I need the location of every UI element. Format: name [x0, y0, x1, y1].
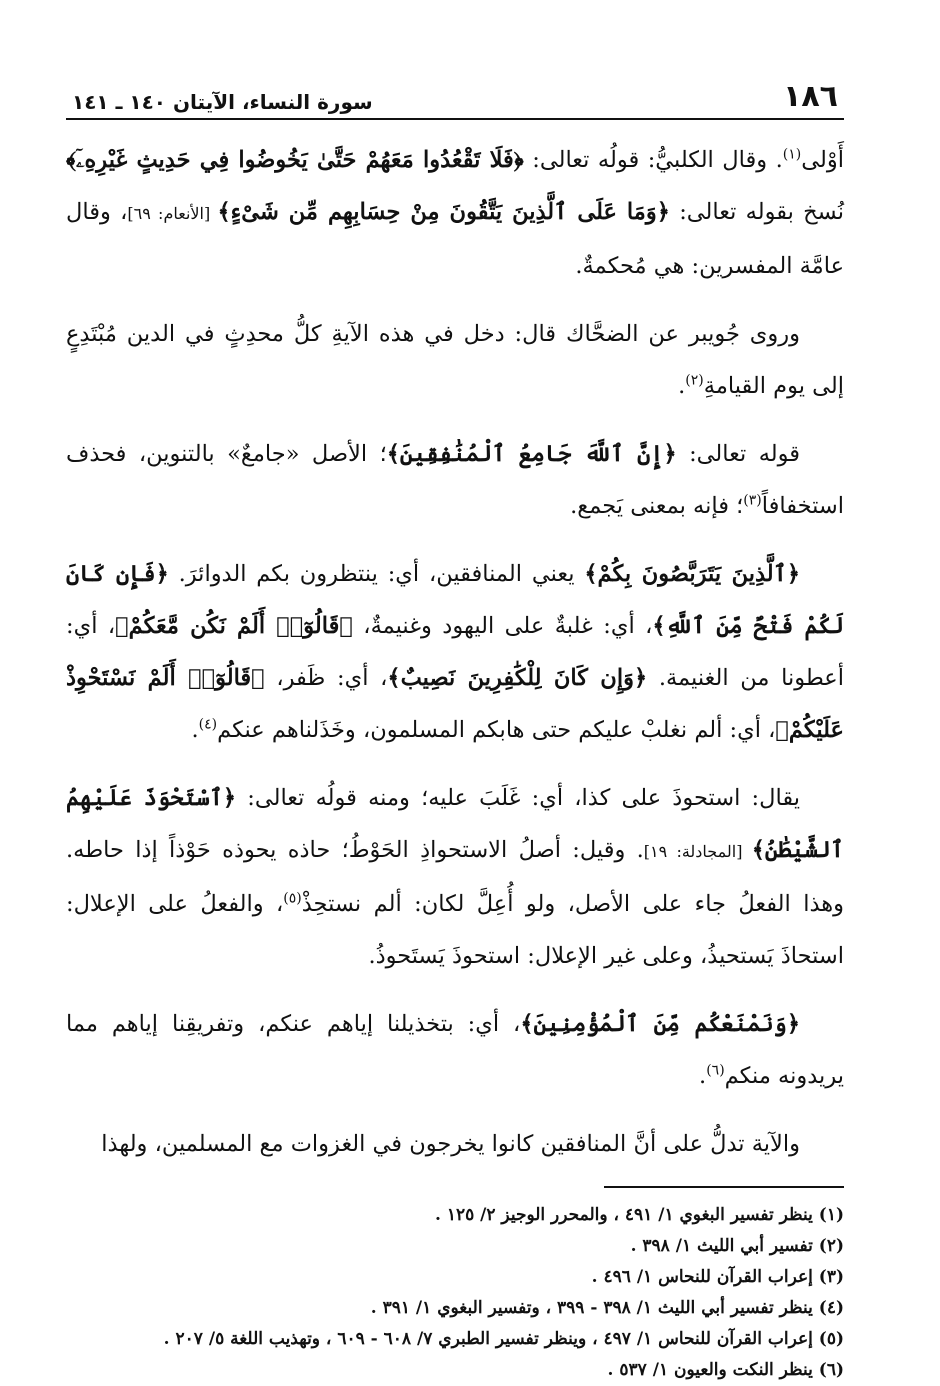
book-page: [66, 70, 844, 1386]
quran-quote: ﴿وَنَمْنَعْكُم مِّنَ ٱلْمُؤْمِنِينَ﴾: [520, 1011, 801, 1037]
footnote-marker: (٢): [685, 372, 704, 389]
footnote-divider: [604, 1186, 844, 1188]
paragraph: [66, 998, 844, 1102]
text: يعني المنافقين، أي: ينتظرون بكم الدوائرَ.: [168, 561, 585, 587]
verse-reference: [الأنعام: ٦٩]: [127, 204, 218, 223]
text: قوله تعالى:: [676, 441, 800, 467]
text: وروى جُويبر عن الضحَّاك قال: دخل في هذه الآيةِ كلُّ محدِثٍ في الدين مُبْتَدِعٍ إلى يوم القيامةِ: [66, 321, 844, 399]
footnote: (٦) ينظر النكت والعيون ١/ ٥٣٧ .: [607, 1360, 844, 1380]
text: ، أي: غلبةٌ على اليهود وغنيمةٌ،: [352, 613, 653, 639]
page-header: [66, 70, 844, 120]
running-title: سورة النساء، الآيتان ١٤٠ ـ ١٤١: [72, 90, 373, 114]
paragraph: [66, 548, 844, 756]
paragraph: [66, 1118, 844, 1170]
footnote-marker: (١): [782, 146, 802, 163]
text: .: [678, 373, 686, 399]
text: ، أي: ألم نغلبْ عليكم حتى هابكم المسلمون، وخَذَلناهم عنكم: [217, 717, 776, 743]
footnote-marker: (٦): [706, 1062, 725, 1079]
main-text: [66, 134, 844, 1170]
footnote-marker: (٥): [283, 890, 302, 907]
quran-quote: ﴿وَإِن كَانَ لِلْكَٰفِرِينَ نَصِيبٌ﴾: [387, 665, 648, 691]
paragraph: [66, 134, 844, 292]
text: ، والفعلُ على الإعلال: استحاذَ يَستحيذُ، وعلى غير الإعلال: استحوذَ يَستَحوذُ.: [66, 891, 844, 969]
paragraph: [66, 772, 844, 982]
text: أَوْلى: [801, 147, 844, 173]
text: ، أي: أعطونا من الغنيمة.: [66, 613, 844, 691]
quran-quote: ﴿ٱسْتَحْوَذَ عَلَيْهِمُ ٱلشَّيْطَٰنُ﴾: [66, 785, 844, 863]
text: . وقيل: أصلُ الاستحواذِ الحَوْطُ؛ حاذه يحوذه حَوْذاً إذا حاطه. وهذا الفعلُ جاء على الأصل، ولو أُعِلَّ لكان: ألم نستحِذْ: [66, 837, 844, 917]
text: .: [699, 1063, 707, 1089]
quran-quote: ﴿إِنَّ ٱللَّهَ جَامِعُ ٱلْمُنَٰفِقِينَ﴾: [386, 441, 677, 467]
footnotes-list: [66, 1200, 844, 1386]
footnote: (٣) إعراب القرآن للنحاس ١/ ٤٩٦ .: [591, 1267, 844, 1287]
paragraph: [66, 428, 844, 532]
footnote-marker: (٤): [198, 716, 218, 733]
text: ، وقال عامَّة المفسرين: هي مُحكمةٌ.: [66, 199, 844, 279]
paragraph: [66, 308, 844, 412]
text: ؛ فإنه بمعنى يَجمع.: [570, 493, 744, 519]
footnote: (١) ينظر تفسير البغوي ١/ ٤٩١ ، والمحرر الوجيز ٢/ ١٢٥ .: [434, 1205, 844, 1225]
footnote: (٤) ينظر تفسير أبي الليث ١/ ٣٩٨ - ٣٩٩ ، وتفسير البغوي ١/ ٣٩١ .: [370, 1298, 844, 1318]
quran-quote: ﴿قَالُوٓا۟ أَلَمْ نَسْتَحْوِذْ عَلَيْكُمْ﴾: [66, 665, 844, 743]
page-number: ١٨٦: [783, 79, 838, 114]
text: ، أي: ظَفر،: [264, 665, 388, 691]
text: ؛ الأصل «جامعٌ» بالتنوين، فحذف استخفافاً: [66, 441, 844, 519]
footnote-marker: (٣): [743, 492, 762, 509]
quran-quote: ﴿فَإِن كَانَ لَكُمْ فَتْحٌ مِّنَ ٱللَّهِ﴾: [66, 561, 844, 639]
text: والآية تدلُّ على أنَّ المنافقين كانوا يخرجون في الغزوات مع المسلمين، ولهذا: [101, 1131, 800, 1157]
text: ، أي: بتخذيلنا إياهم عنكم، وتفريقِنا إياهم مما يريدونه منكم: [66, 1011, 844, 1089]
verse-reference: [المجادلة: ١٩]: [643, 842, 752, 861]
quran-quote: ﴿قَالُوٓا۟ أَلَمْ نَكُن مَّعَكُمْ﴾: [115, 613, 353, 639]
footnote: (٥) إعراب القرآن للنحاس ١/ ٤٩٧ ، وينظر تفسير الطبري ٧/ ٦٠٨ - ٦٠٩ ، وتهذيب اللغة ٥/ ٢٠٧ .: [163, 1329, 844, 1349]
quran-quote: ﴿ٱلَّذِينَ يَتَرَبَّصُونَ بِكُمْ﴾: [584, 561, 801, 587]
text: .: [191, 717, 199, 743]
quran-quote: ﴿فَلَا تَقْعُدُوا مَعَهُمْ حَتَّىٰ يَخُوضُوا فِي حَدِيثٍ غَيْرِهِۦٓ﴾: [66, 147, 524, 173]
quran-quote: ﴿وَمَا عَلَى ٱلَّذِينَ يَتَّقُونَ مِنْ حِسَابِهِم مِّن شَىْءٍ﴾: [217, 199, 670, 225]
text: . وقال الكلبيُّ: قولُه تعالى:: [523, 147, 783, 173]
text: يقال: استحوذَ على كذا، أي: غَلَبَ عليه؛ ومنه قولُه تعالى:: [236, 785, 800, 811]
footnote: (٢) تفسير أبي الليث ١/ ٣٩٨ .: [630, 1236, 844, 1256]
text: نُسخ بقوله تعالى:: [669, 199, 844, 225]
